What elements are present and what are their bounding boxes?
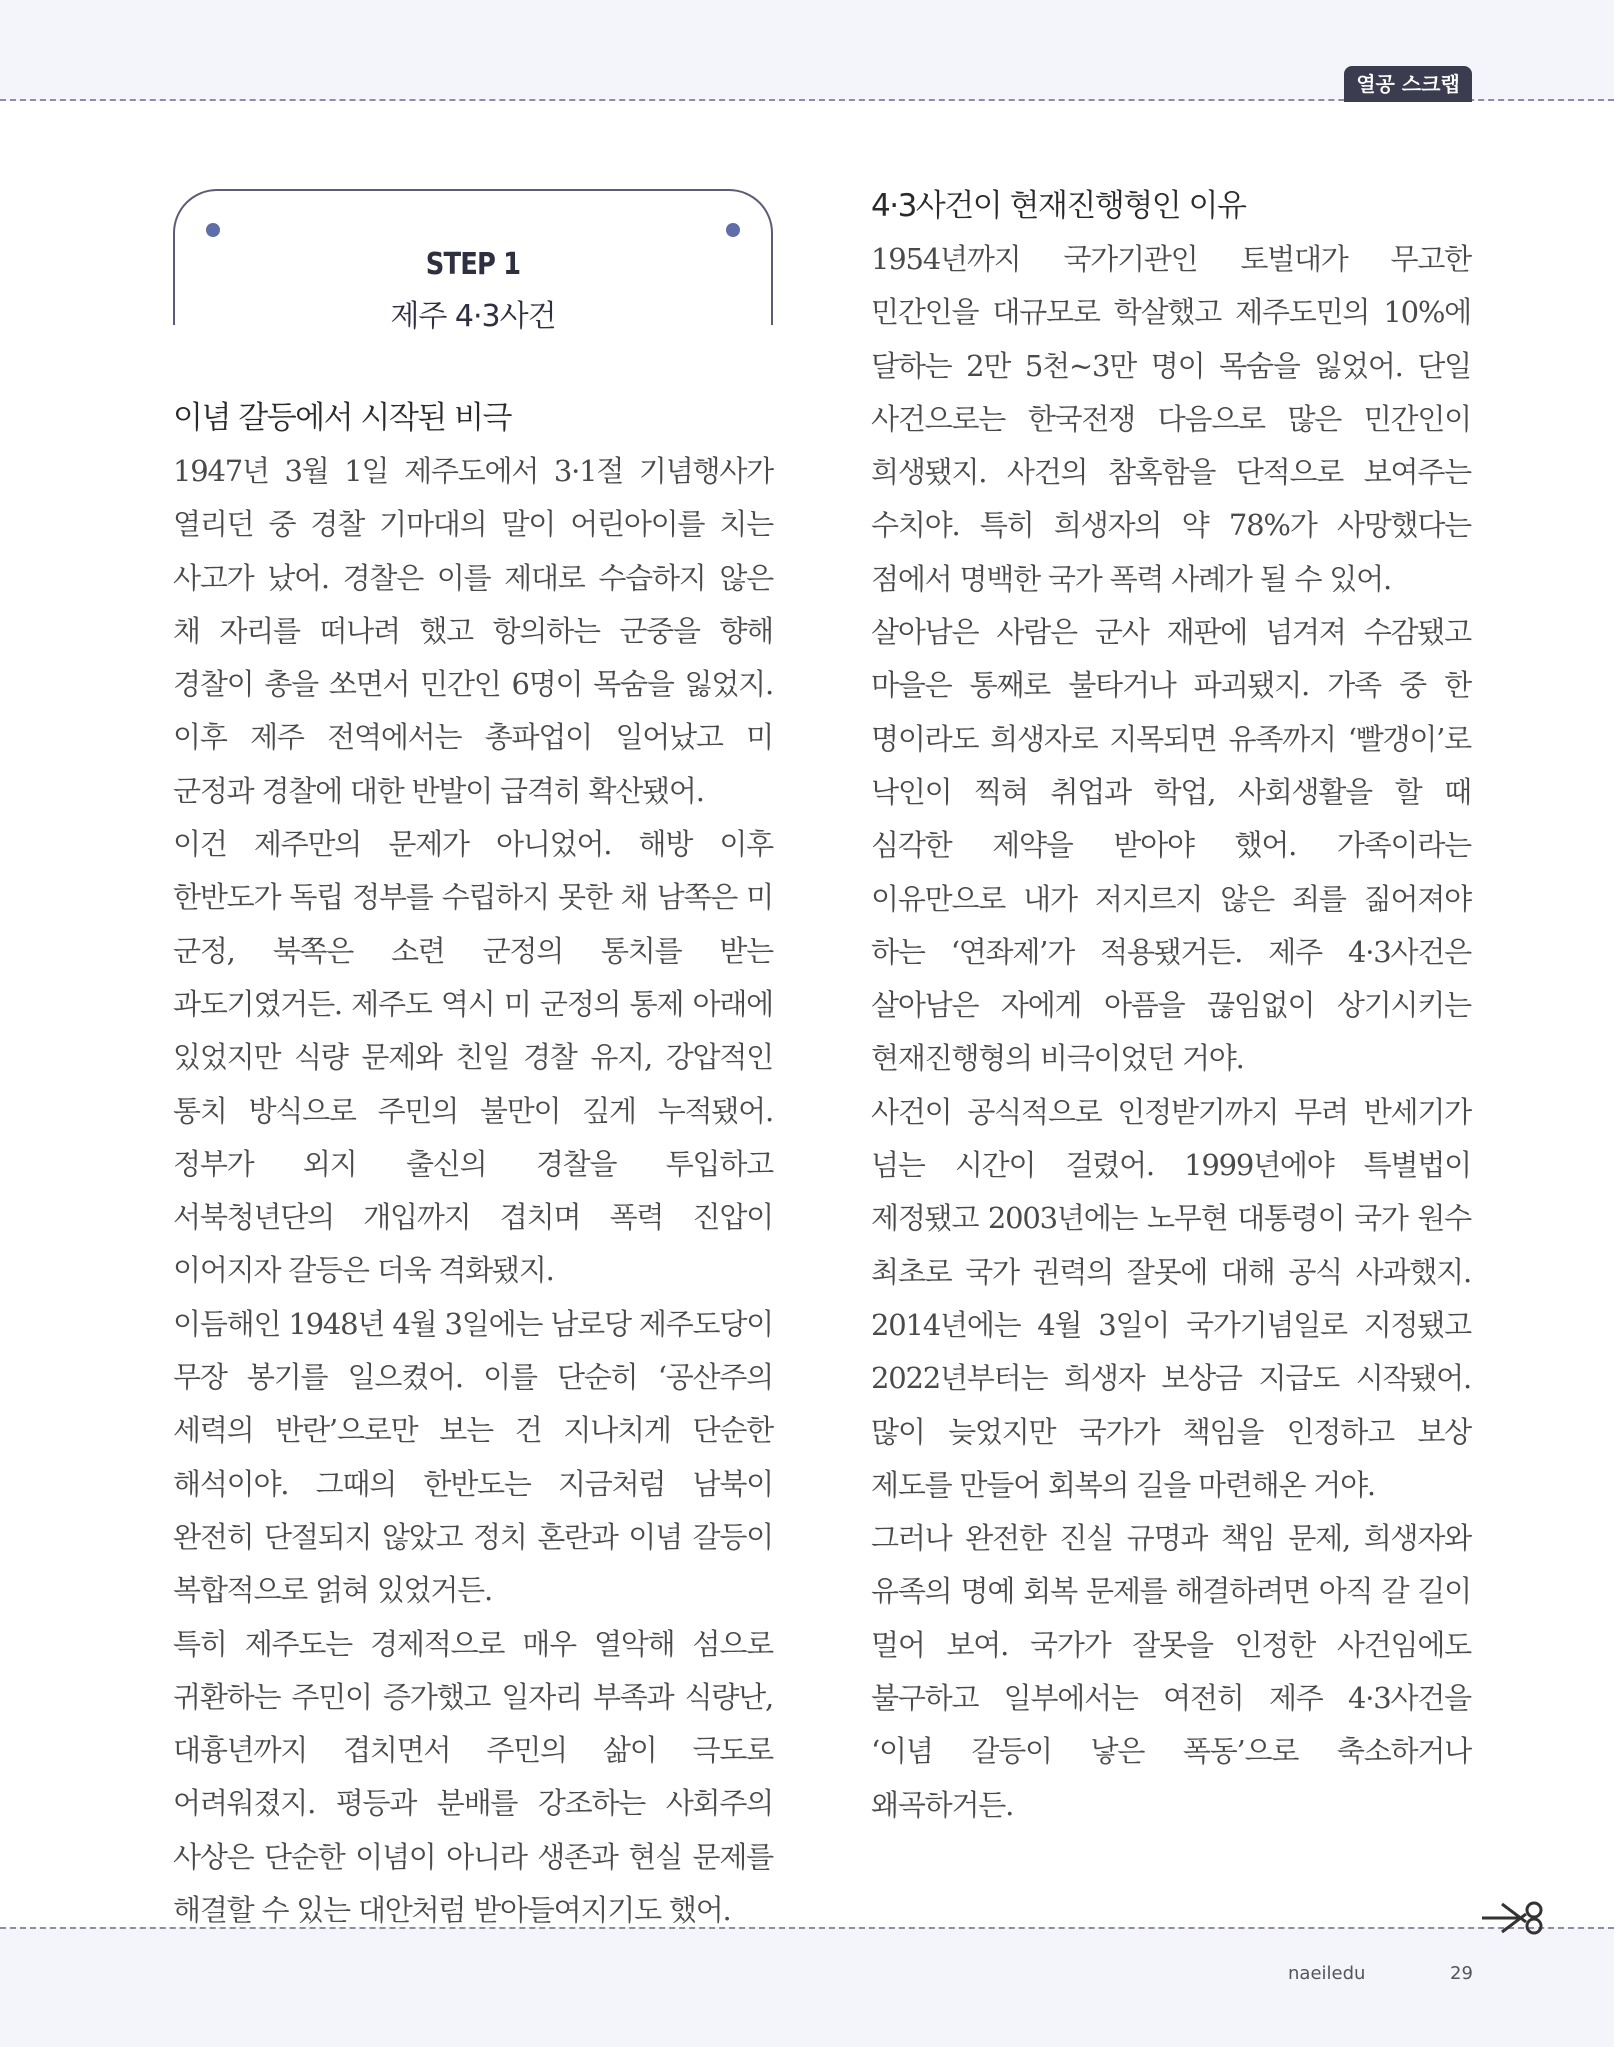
right-paragraph-3: 사건이 공식적으로 인정받기까지 무려 반세기가 넘는 시간이 걸렸어. 1999년에야 특별법이 제정됐고 2003년에는 노무현 대통령이 국가 원수 최초로 국가 권력의 잘못에 대해 공식 사과했지. 2014년에는 4월 3일이 국가기념일로 지정됐고 2022년부터는 희생자 보상금 지급도 시작됐어. 많이 늦었지만 국가가 책임을 인정하고 보상 제도를 만들어 회복의 길을 마련해온 거야. (871, 1094, 1471, 1502)
section-tag: 열공 스크랩 (1344, 66, 1472, 102)
step-title: 제주 4·3사건 (390, 299, 556, 334)
left-heading: 이념 갈등에서 시작된 비극 (173, 400, 511, 436)
left-paragraph-1: 1947년 3월 1일 제주도에서 3·1절 기념행사가 열리던 중 경찰 기마대의 말이 어린아이를 치는 사고가 났어. 경찰은 이를 제대로 수습하지 않은 채 자리를 떠나려 했고 항의하는 군중을 향해 경찰이 총을 쏘면서 민간인 6명이 목숨을 잃었지. 이후 제주 전역에서는 총파업이 일어났고 미 군정과 경찰에 대한 반발이 급격히 확산됐어. (173, 454, 773, 808)
page-number: 29 (1450, 1963, 1473, 1984)
scissors-icon (1482, 1896, 1552, 1936)
right-column (871, 180, 1471, 1832)
right-heading: 4·3사건이 현재진행형인 이유 (871, 188, 1246, 224)
left-paragraph-3: 이듬해인 1948년 4월 3일에는 남로당 제주도당이 무장 봉기를 일으켰어. 이를 단순히 ‘공산주의 세력의 반란’으로만 보는 건 지나치게 단순한 해석이야. 그때의 한반도는 지금처럼 남북이 완전히 단절되지 않았고 정치 혼란과 이념 갈등이 복합적으로 얽혀 있었거든. (173, 1306, 773, 1608)
left-paragraph-4: 특히 제주도는 경제적으로 매우 열악해 섬으로 귀환하는 주민이 증가했고 일자리 부족과 식량난, 대흉년까지 겹치면서 주민의 삶이 극도로 어려워졌지. 평등과 분배를 강조하는 사회주의 사상은 단순한 이념이 아니라 생존과 현실 문제를 해결할 수 있는 대안처럼 받아들여지기도 했어. (173, 1626, 773, 1928)
right-paragraph-1: 1954년까지 국가기관인 토벌대가 무고한 민간인을 대규모로 학살했고 제주도민의 10%에 달하는 2만 5천~3만 명이 목숨을 잃었어. 단일 사건으로는 한국전쟁 다음으로 많은 민간인이 희생됐지. 사건의 참혹함을 단적으로 보여주는 수치야. 특히 희생자의 약 78%가 사망했다는 점에서 명백한 국가 폭력 사례가 될 수 있어. (871, 242, 1471, 596)
dot-left-icon (206, 223, 220, 237)
footer-brand: naeiledu (1288, 1963, 1366, 1984)
step-label: STEP 1 (425, 247, 521, 282)
right-paragraph-2: 살아남은 사람은 군사 재판에 넘겨져 수감됐고 마을은 통째로 불타거나 파괴됐지. 가족 중 한 명이라도 희생자로 지목되면 유족까지 ‘빨갱이’로 낙인이 찍혀 취업과 학업, 사회생활을 할 때 심각한 제약을 받아야 했어. 가족이라는 이유만으로 내가 저지르지 않은 죄를 짊어져야 하는 ‘연좌제’가 적용됐거든. 제주 4·3사건은 살아남은 자에게 아픔을 끊임없이 상기시키는 현재진행형의 비극이었던 거야. (871, 615, 1471, 1076)
left-column (173, 392, 773, 1937)
step-box (173, 189, 773, 334)
dot-right-icon (726, 223, 740, 237)
left-paragraph-2: 이건 제주만의 문제가 아니었어. 해방 이후 한반도가 독립 정부를 수립하지 못한 채 남쪽은 미 군정, 북쪽은 소련 군정의 통치를 받는 과도기였거든. 제주도 역시 미 군정의 통제 아래에 있었지만 식량 문제와 친일 경찰 유지, 강압적인 통치 방식으로 주민의 불만이 깊게 누적됐어. 정부가 외지 출신의 경찰을 투입하고 서북청년단의 개입까지 겹치며 폭력 진압이 이어지자 갈등은 더욱 격화됐지. (173, 827, 773, 1288)
right-paragraph-4: 그러나 완전한 진실 규명과 책임 문제, 희생자와 유족의 명예 회복 문제를 해결하려면 아직 갈 길이 멀어 보여. 국가가 잘못을 인정한 사건임에도 불구하고 일부에서는 여전히 제주 4·3사건을 ‘이념 갈등이 낳은 폭동’으로 축소하거나 왜곡하거든. (871, 1521, 1471, 1822)
